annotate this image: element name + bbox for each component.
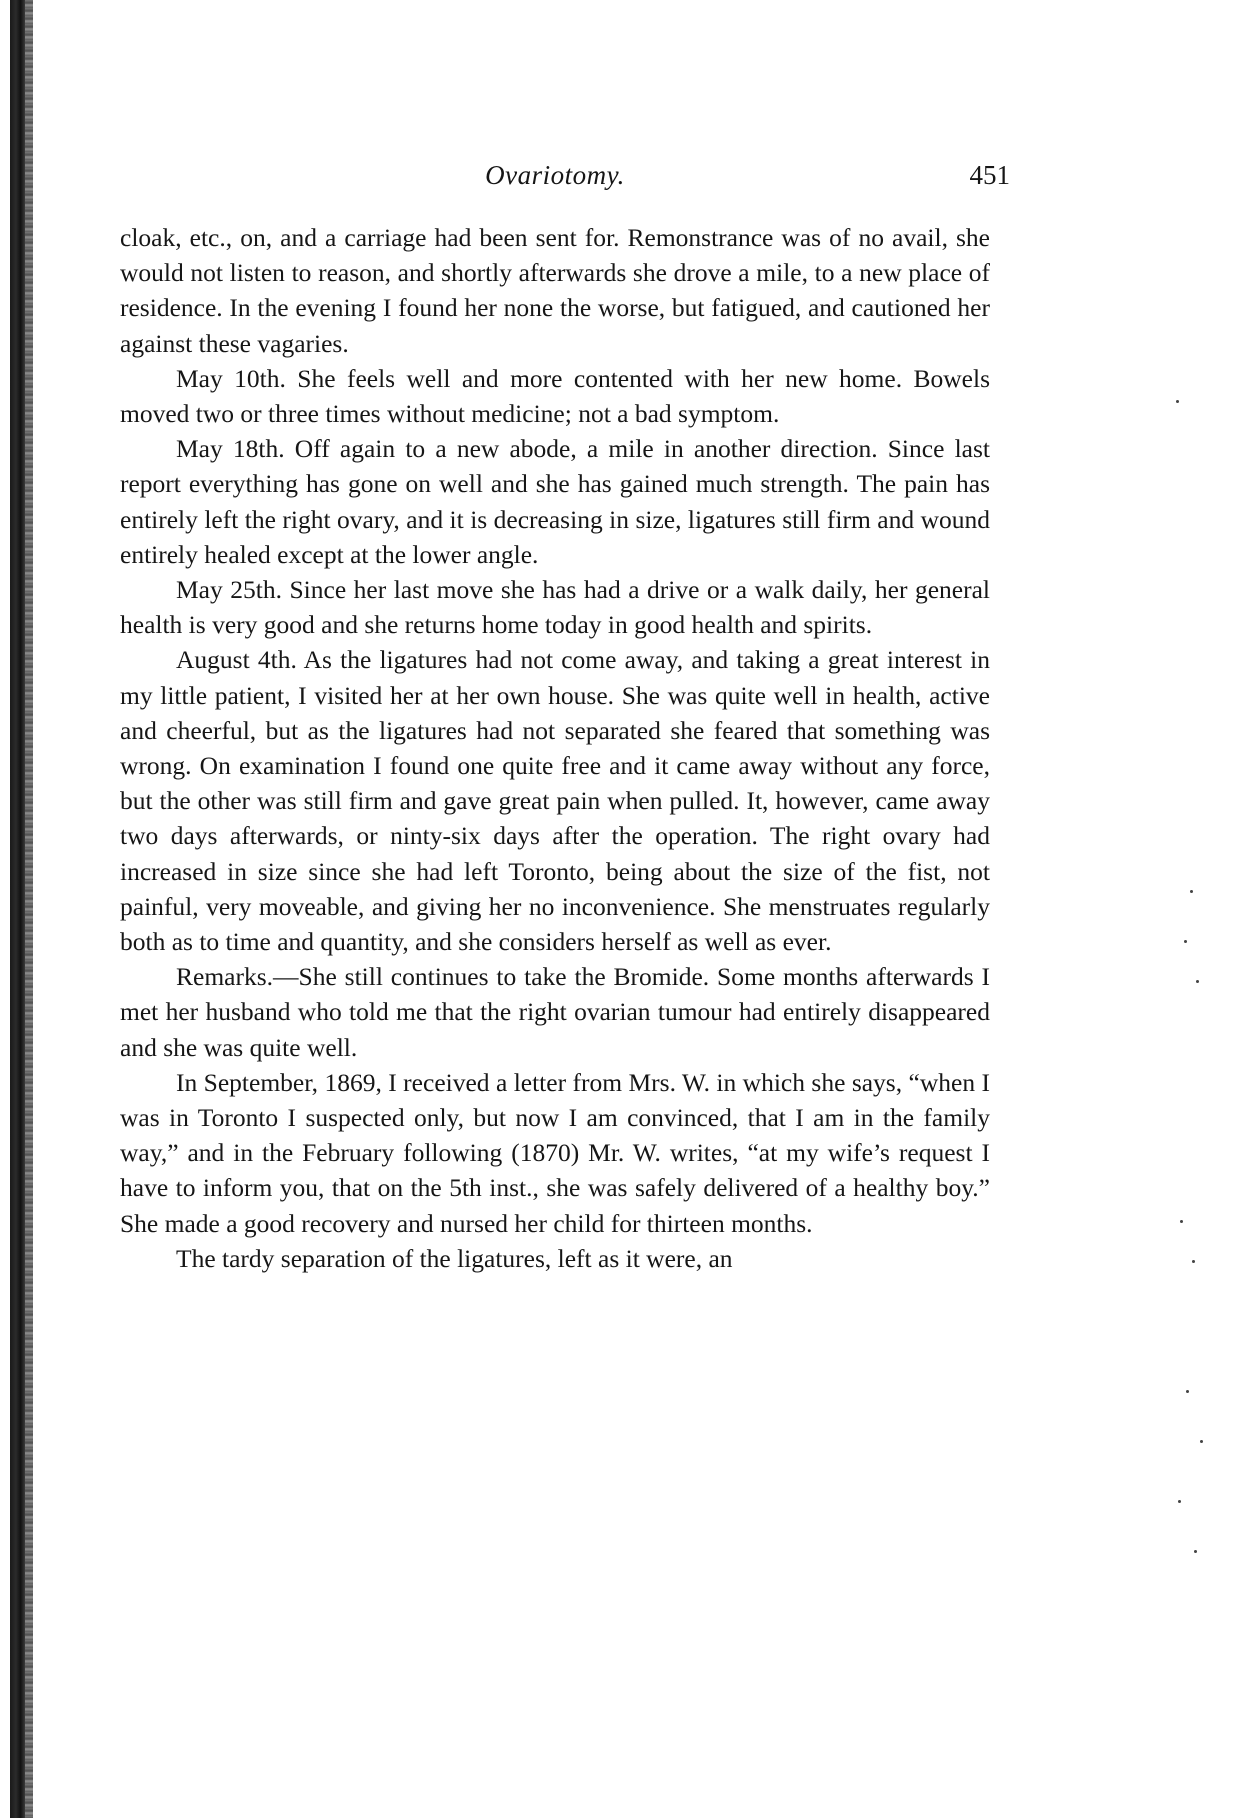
paragraph: May 18th. Off again to a new abode, a mile in another direction. Since last report everything has gone on well and she has gained much strength. The pain has entirely left the right ovary, and it is decreasing in size, ligatures still firm and wound entirely healed except at the lower angle. (120, 434, 990, 569)
paragraph: In September, 1869, I received a letter from Mrs. W. in which she says, “when I was in Toronto I suspected only, but now I am convinced, that I am in the family way,” and in the February following (1870) Mr. W. writes, “at my wife’s request I have to inform you, that on the 5th inst., she was safely delivered of a healthy boy.” She made a good recovery and nursed her child for thirteen months. (120, 1067, 990, 1238)
speck (1194, 1550, 1197, 1553)
speck (1192, 1260, 1195, 1263)
speck (1196, 980, 1199, 983)
speck (1184, 940, 1187, 943)
paragraph: The tardy separation of the ligatures, left as it were, an (176, 1243, 733, 1273)
paragraph: May 25th. Since her last move she has had a drive or a walk daily, her general health is very good and she returns home today in good health and spirits. (120, 575, 990, 640)
speck (1178, 1500, 1181, 1503)
paragraph: August 4th. As the ligatures had not come away, and taking a great interest in my little patient, I visited her at her own house. She was quite well in health, active and cheerful, but as the ligatures had not separated she feared that something was wrong. On examination I found one quite free and it came away without any force, but the other was still firm and gave great pain when pulled. It, however, came away two days afterwards, or ninty-six days after the operation. The right ovary had increased in size since she had left Toronto, being about the size of the fist, not painful, very moveable, and giving her no inconvenience. She menstruates regularly both as to time and quantity, and she considers herself as well as ever. (120, 645, 990, 957)
paragraph: May 10th. She feels well and more contented with her new home. Bowels moved two or three times without medicine; not a bad symptom. (120, 363, 990, 429)
page-header (120, 160, 1010, 200)
speck (1200, 1440, 1203, 1443)
speck (1180, 1220, 1183, 1223)
binding-texture (25, 0, 33, 1818)
paragraph: cloak, etc., on, and a carriage had been sent for. Remonstrance was of no avail, she would not listen to reason, and shortly afterwards she drove a mile, to a new place of residence. In the evening I found her none the worse, but fatigued, and cautioned her against these vagaries. (120, 223, 990, 358)
running-title: Ovariotomy. (485, 160, 625, 190)
speck (1186, 1390, 1189, 1393)
paragraph: Remarks.—She still continues to take the Bromide. Some months afterwards I met her husband who told me that the right ovarian tumour had entirely disappeared and she was quite well. (120, 962, 990, 1062)
body-text (120, 220, 990, 1276)
speck (1176, 400, 1179, 403)
book-spine-edge (10, 0, 25, 1818)
page-number: 451 (969, 160, 1010, 190)
scan-specks (1166, 380, 1226, 1580)
speck (1190, 890, 1193, 893)
